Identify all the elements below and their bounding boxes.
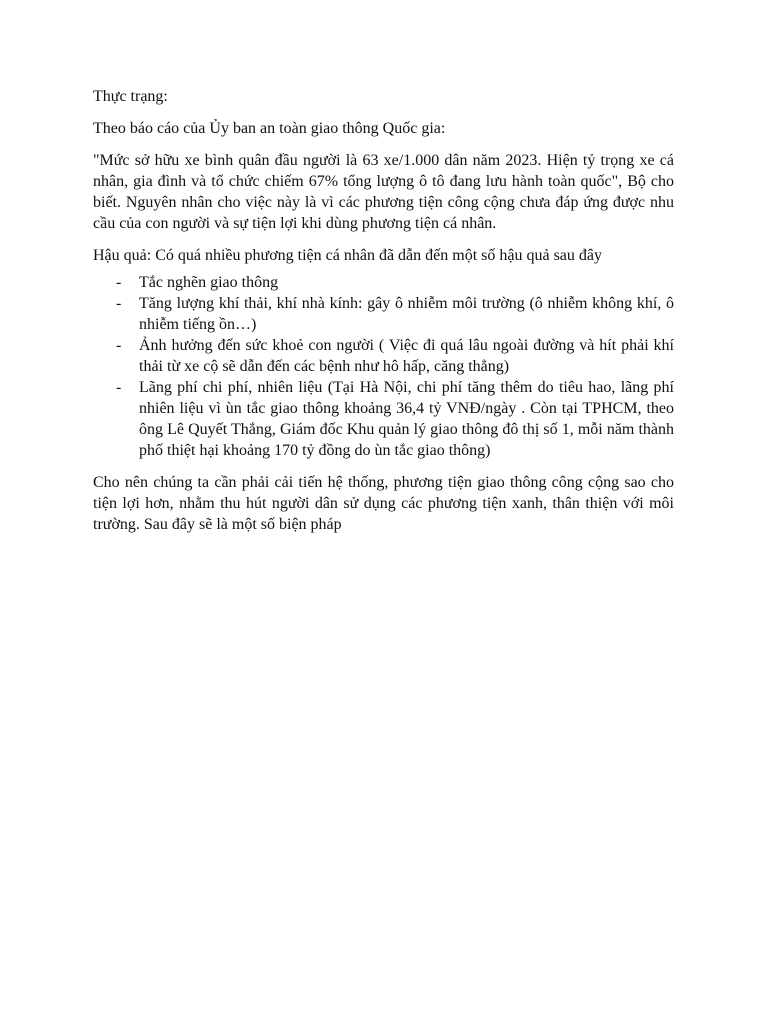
list-item	[93, 293, 674, 335]
bullet-dash: -	[116, 337, 122, 354]
conclusion-paragraph: Cho nên chúng ta cần phải cải tiến hệ thống, phương tiện giao thông công cộng sao cho tiện lợi hơn, nhằm thu hút người dân sử dụng các phương tiện xanh, thân thiện với môi trường. Sau đây sẽ là một số biện pháp	[93, 474, 674, 533]
list-item	[93, 377, 674, 461]
list-item-text: Tắc nghẽn giao thông	[139, 274, 279, 291]
section-heading: Thực trạng:	[93, 88, 168, 105]
list-item-text: Ảnh hưởng đến sức khoẻ con người ( Việc đi quá lâu ngoài đường và hít phải khí thải từ xe cộ sẽ dẫn đến các bệnh như hô hấp, căng thẳng)	[139, 337, 674, 375]
bullet-dash: -	[116, 274, 122, 291]
list-item-text: Lãng phí chi phí, nhiên liệu (Tại Hà Nội, chi phí tăng thêm do tiêu hao, lãng phí nhiên liệu vì ùn tắc giao thông khoảng 36,4 tỷ VNĐ/ngày . Còn tại TPHCM, theo ông Lê Quyết Thắng, Giám đốc Khu quản lý giao thông đô thị số 1, mỗi năm thành phố thiệt hại khoảng 170 tỷ đồng do ùn tắc giao thông)	[139, 379, 674, 459]
consequences-list	[93, 272, 674, 461]
intro-paragraph: Theo báo cáo của Ủy ban an toàn giao thông Quốc gia:	[93, 120, 446, 137]
quote-paragraph: "Mức sở hữu xe bình quân đầu người là 63 xe/1.000 dân năm 2023. Hiện tỷ trọng xe cá nhân, gia đình và tổ chức chiếm 67% tổng lượng ô tô đang lưu hành toàn quốc", Bộ cho biết. Nguyên nhân cho việc này là vì các phương tiện công cộng chưa đáp ứng được nhu cầu của con người và sự tiện lợi khi dùng phương tiện cá nhân.	[93, 152, 674, 232]
bullet-dash: -	[116, 379, 122, 396]
list-item	[93, 335, 674, 377]
consequences-intro: Hậu quả: Có quá nhiều phương tiện cá nhân đã dẫn đến một số hậu quả sau đây	[93, 247, 603, 264]
list-item-text: Tăng lượng khí thải, khí nhà kính: gây ô nhiễm môi trường (ô nhiễm không khí, ô nhiễm tiếng ồn…)	[139, 295, 674, 333]
document-page	[93, 86, 674, 546]
list-item	[93, 272, 674, 293]
bullet-dash: -	[116, 295, 122, 312]
